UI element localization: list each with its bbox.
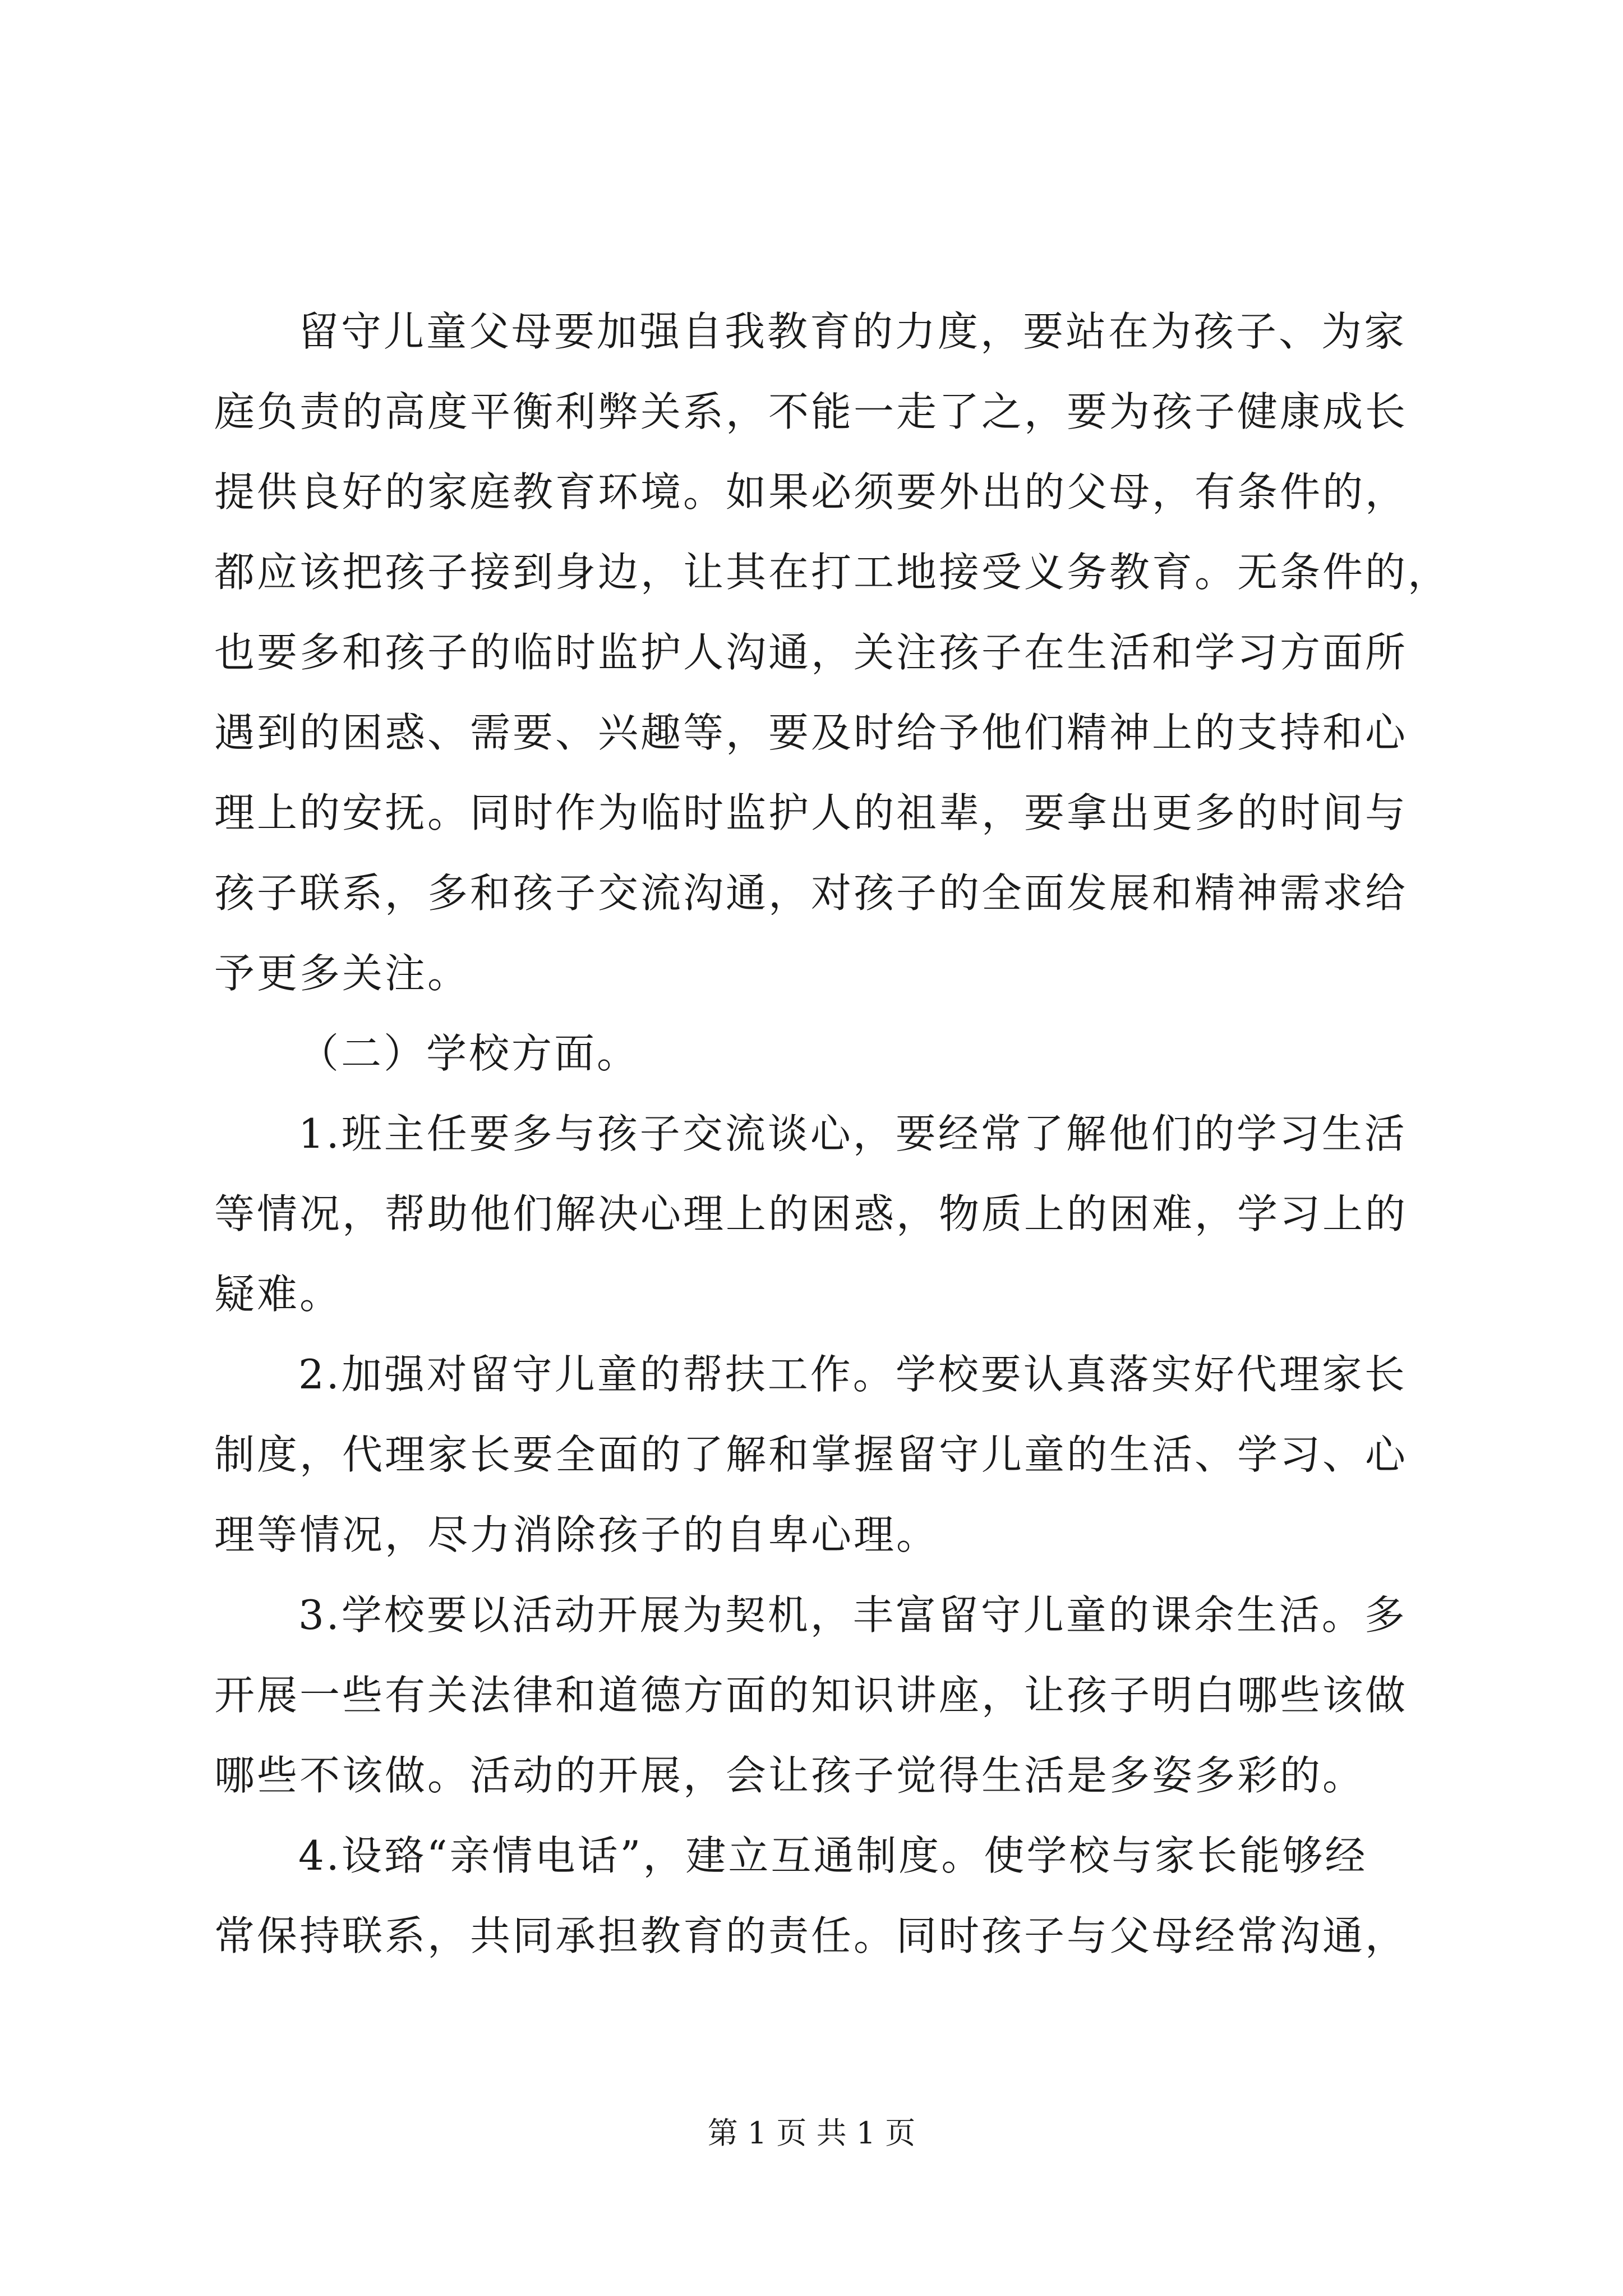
page-footer (0, 2109, 1623, 2152)
paragraph-line: 哪些不该做。活动的开展，会让孩子觉得生活是多姿多彩的。 (214, 1752, 1366, 1799)
paragraph-line: 4.设臵“亲情电话”，建立互通制度。使学校与家长能够经 (298, 1832, 1368, 1879)
paragraph-line: 理等情况，尽力消除孩子的自卑心理。 (214, 1511, 939, 1558)
section-heading: （二）学校方面。 (298, 1030, 640, 1077)
paragraph-line: 2.加强对留守儿童的帮扶工作。学校要认真落实好代理家长 (298, 1351, 1407, 1398)
paragraph-line: 3.学校要以活动开展为契机，丰富留守儿童的课余生活。多 (298, 1591, 1407, 1639)
paragraph-line: 孩子联系，多和孩子交流沟通，对孩子的全面发展和精神需求给 (214, 869, 1408, 917)
paragraph-line: 也要多和孩子的临时监护人沟通，关注孩子在生活和学习方面所 (214, 629, 1408, 676)
paragraph-line: 1.班主任要多与孩子交流谈心，要经常了解他们的学习生活 (298, 1110, 1407, 1157)
paragraph-line: 都应该把孩子接到身边，让其在打工地接受义务教育。无条件的， (214, 549, 1451, 596)
paragraph-line: 常保持联系，共同承担教育的责任。同时孩子与父母经常沟通， (214, 1912, 1408, 1959)
paragraph-line: 制度，代理家长要全面的了解和掌握留守儿童的生活、学习、心 (214, 1431, 1408, 1478)
paragraph-line: 提供良好的家庭教育环境。如果必须要外出的父母，有条件的， (214, 468, 1408, 516)
document-body (214, 292, 1451, 1976)
paragraph-line: 庭负责的高度平衡利弊关系，不能一走了之，要为孩子健康成长 (214, 388, 1408, 435)
paragraph-line: 开展一些有关法律和道德方面的知识讲座，让孩子明白哪些该做 (214, 1672, 1408, 1719)
paragraph-line: 留守儿童父母要加强自我教育的力度，要站在为孩子、为家 (298, 308, 1407, 355)
paragraph-line: 等情况，帮助他们解决心理上的困惑，物质上的困难，学习上的 (214, 1190, 1408, 1237)
paragraph-line: 理上的安抚。同时作为临时监护人的祖辈，要拿出更多的时间与 (214, 789, 1408, 836)
page-number-label: 第 1 页 共 1 页 (707, 2115, 916, 2151)
paragraph-line: 予更多关注。 (214, 950, 471, 997)
paragraph-line: 疑难。 (214, 1271, 343, 1318)
paragraph-line: 遇到的困惑、需要、兴趣等，要及时给予他们精神上的支持和心 (214, 709, 1408, 756)
